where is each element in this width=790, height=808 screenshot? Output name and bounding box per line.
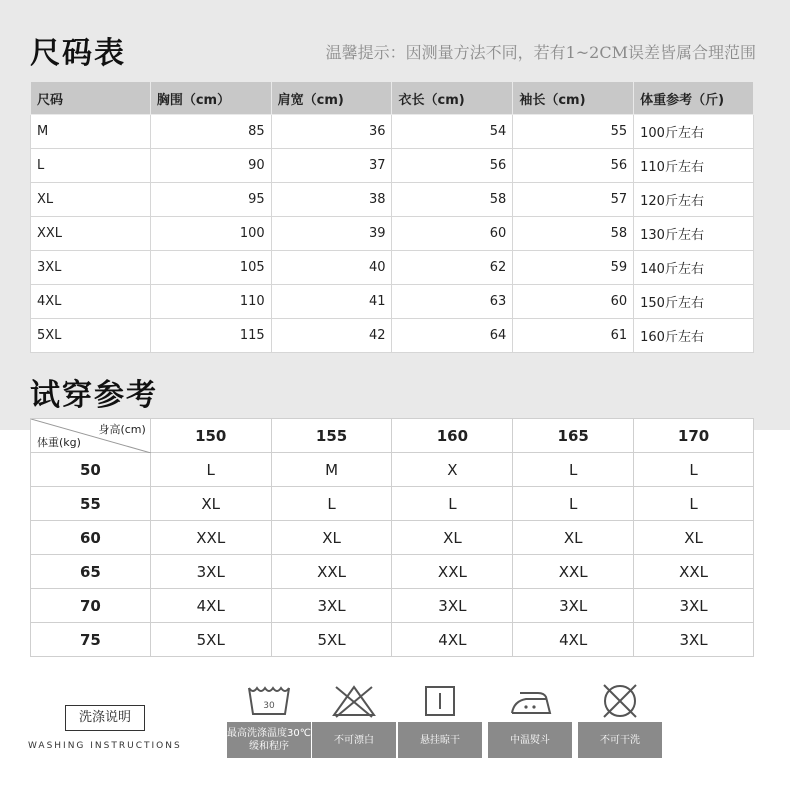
care-label-wash: 最高洗涤温度30℃缓和程序 [227, 722, 311, 758]
care-label-no-dry-clean: 不可干洗 [578, 722, 662, 758]
size-chart-row [31, 183, 754, 217]
fit-chart-size: XXL [271, 555, 392, 589]
size-chart-cell: M [31, 115, 151, 149]
fit-chart-size: L [513, 453, 634, 487]
fit-chart-size: 5XL [271, 623, 392, 657]
fit-chart-weight: 55 [31, 487, 151, 521]
fit-chart-row [31, 555, 754, 589]
height-170: 170 [634, 419, 754, 453]
care-label-iron: 中温熨斗 [488, 722, 572, 758]
fit-chart-size: XL [392, 521, 513, 555]
washing-title: 洗涤说明 [65, 705, 145, 731]
fit-chart-weight: 75 [31, 623, 151, 657]
washing-subtitle: WASHING INSTRUCTIONS [28, 741, 182, 751]
size-chart-cell: 4XL [31, 285, 151, 319]
corner-height-label: 身高(cm) [98, 423, 146, 436]
no-dry-clean-icon [578, 680, 662, 722]
height-160: 160 [392, 419, 513, 453]
size-chart-header-row [31, 82, 754, 115]
fit-chart-weight: 70 [31, 589, 151, 623]
fit-chart-size: XL [513, 521, 634, 555]
size-chart-cell: 120斤左右 [634, 183, 754, 217]
corner-weight-label: 体重(kg) [37, 436, 81, 449]
size-chart-cell: 39 [271, 217, 392, 251]
size-chart-row [31, 319, 754, 353]
fit-chart-weight: 60 [31, 521, 151, 555]
fit-chart-size: XXL [513, 555, 634, 589]
fit-chart-size: 5XL [150, 623, 271, 657]
fit-chart-row [31, 589, 754, 623]
size-chart-cell: 58 [392, 183, 513, 217]
size-chart-cell: 115 [150, 319, 271, 353]
fit-chart-row [31, 487, 754, 521]
fit-chart-size: 3XL [513, 589, 634, 623]
size-chart-cell: 61 [513, 319, 634, 353]
size-chart-cell: 5XL [31, 319, 151, 353]
fit-chart-size: M [271, 453, 392, 487]
size-chart-cell: 36 [271, 115, 392, 149]
fit-chart-size: XL [271, 521, 392, 555]
header-shoulder: 肩宽（cm) [271, 82, 392, 115]
hang-dry-icon [398, 680, 482, 722]
fit-chart-row [31, 521, 754, 555]
fit-chart-table [30, 418, 754, 657]
fit-chart-header-row [31, 419, 754, 453]
fit-chart-size: X [392, 453, 513, 487]
fit-chart-size: 4XL [513, 623, 634, 657]
size-chart-cell: 3XL [31, 251, 151, 285]
size-chart-cell: 105 [150, 251, 271, 285]
size-chart-cell: 57 [513, 183, 634, 217]
size-chart-cell: 62 [392, 251, 513, 285]
fit-chart-weight: 50 [31, 453, 151, 487]
size-chart-row [31, 285, 754, 319]
size-chart-cell: 95 [150, 183, 271, 217]
care-label-no-bleach: 不可漂白 [312, 722, 396, 758]
fit-chart-size: XXL [150, 521, 271, 555]
care-label-hang-dry: 悬挂晾干 [398, 722, 482, 758]
care-item-no-dry-clean [578, 680, 662, 758]
fit-chart-size: L [271, 487, 392, 521]
size-chart-cell: 42 [271, 319, 392, 353]
fit-chart-size: L [513, 487, 634, 521]
fit-chart-size: 3XL [271, 589, 392, 623]
size-chart-cell: 110斤左右 [634, 149, 754, 183]
measurement-tip: 温馨提示：因测量方法不同，若有1~2CM误差皆属合理范围 [325, 43, 756, 62]
fit-chart-size: L [392, 487, 513, 521]
size-chart-cell: 63 [392, 285, 513, 319]
size-chart-cell: 58 [513, 217, 634, 251]
header-size: 尺码 [31, 82, 151, 115]
size-chart-row [31, 217, 754, 251]
size-chart-cell: XL [31, 183, 151, 217]
size-chart-cell: XXL [31, 217, 151, 251]
fit-chart-size: 3XL [634, 589, 754, 623]
size-chart-title: 尺码表 [30, 36, 126, 71]
fit-chart-row [31, 623, 754, 657]
header-weight-ref: 体重参考（斤) [634, 82, 754, 115]
fit-chart-size: XL [634, 521, 754, 555]
size-chart-row [31, 115, 754, 149]
size-chart-cell: 60 [392, 217, 513, 251]
fit-chart-size: L [634, 487, 754, 521]
size-chart-cell: 64 [392, 319, 513, 353]
size-chart-cell: 150斤左右 [634, 285, 754, 319]
fit-chart-row [31, 453, 754, 487]
size-chart-cell: 110 [150, 285, 271, 319]
no-bleach-icon [312, 680, 396, 722]
size-chart-cell: 100 [150, 217, 271, 251]
fit-chart-size: XXL [634, 555, 754, 589]
header-sleeve: 袖长（cm) [513, 82, 634, 115]
size-chart-cell: 59 [513, 251, 634, 285]
fit-chart-size: XXL [392, 555, 513, 589]
fit-chart-size: 3XL [392, 589, 513, 623]
care-item-no-bleach [312, 680, 396, 758]
fit-chart-title: 试穿参考 [30, 378, 158, 413]
size-chart-cell: 100斤左右 [634, 115, 754, 149]
wash-temp: 30 [263, 701, 275, 711]
size-chart-table [30, 81, 754, 353]
size-chart-cell: 56 [392, 149, 513, 183]
fit-chart-size: L [634, 453, 754, 487]
size-chart-row [31, 251, 754, 285]
fit-chart-size: 4XL [392, 623, 513, 657]
fit-chart-size: XL [150, 487, 271, 521]
fit-chart-size: 3XL [634, 623, 754, 657]
height-150: 150 [150, 419, 271, 453]
fit-chart-weight: 65 [31, 555, 151, 589]
care-item-hang-dry [398, 680, 482, 758]
size-chart-cell: 54 [392, 115, 513, 149]
wash-30-icon [227, 680, 311, 722]
fit-chart-size: 4XL [150, 589, 271, 623]
care-item-iron [488, 680, 572, 758]
size-chart-cell: 41 [271, 285, 392, 319]
size-chart-cell: 37 [271, 149, 392, 183]
size-chart-cell: 38 [271, 183, 392, 217]
header-length: 衣长（cm) [392, 82, 513, 115]
care-item-wash [227, 680, 311, 758]
medium-iron-icon [488, 680, 572, 722]
size-chart-cell: 140斤左右 [634, 251, 754, 285]
fit-chart-size: 3XL [150, 555, 271, 589]
size-chart-row [31, 149, 754, 183]
size-chart-cell: 160斤左右 [634, 319, 754, 353]
height-155: 155 [271, 419, 392, 453]
header-chest: 胸围（cm） [150, 82, 271, 115]
size-chart-cell: 130斤左右 [634, 217, 754, 251]
size-chart-cell: 90 [150, 149, 271, 183]
size-chart-cell: 40 [271, 251, 392, 285]
size-chart-cell: 60 [513, 285, 634, 319]
size-chart-cell: 85 [150, 115, 271, 149]
size-chart-cell: 55 [513, 115, 634, 149]
size-chart-cell: 56 [513, 149, 634, 183]
fit-chart-size: L [150, 453, 271, 487]
size-chart-cell: L [31, 149, 151, 183]
height-165: 165 [513, 419, 634, 453]
fit-chart-corner [31, 419, 151, 453]
